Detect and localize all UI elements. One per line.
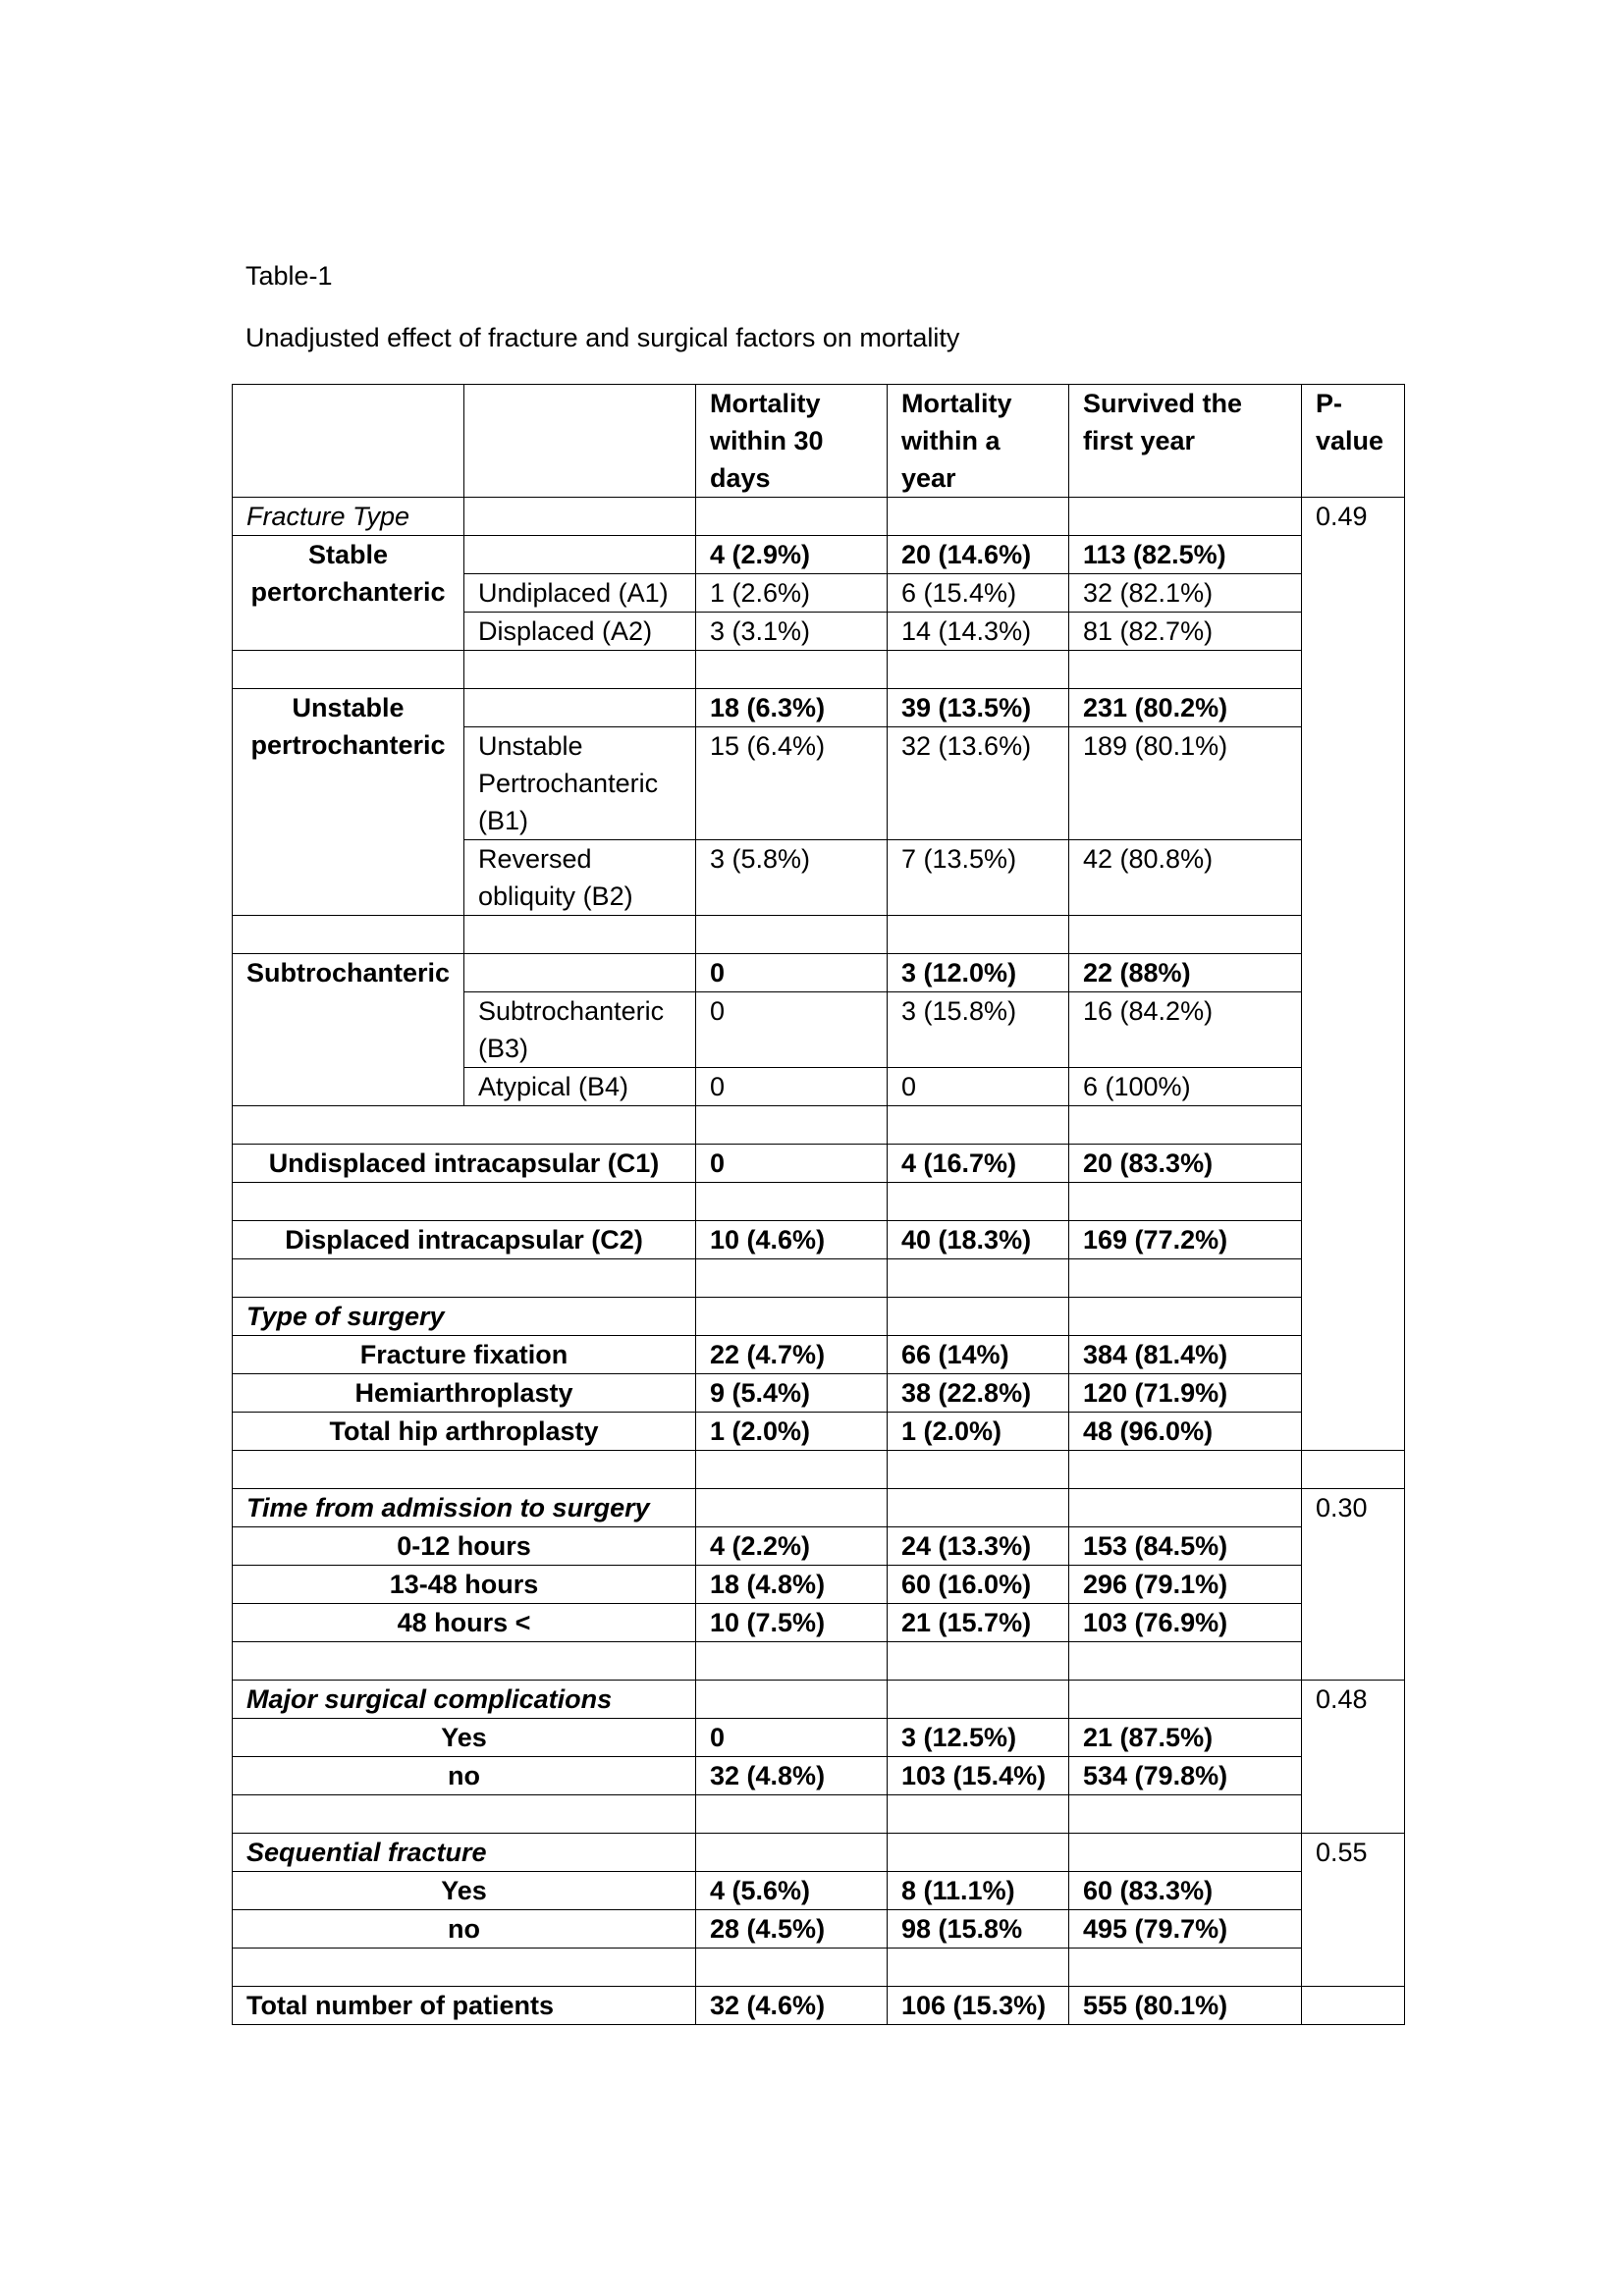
cell-value: 120 (71.9%) bbox=[1069, 1374, 1302, 1413]
cell-value: 81 (82.7%) bbox=[1069, 613, 1302, 651]
cell-value: 32 (4.8%) bbox=[696, 1757, 888, 1795]
cell-value: 0 bbox=[696, 992, 888, 1068]
cell-value: 106 (15.3%) bbox=[888, 1987, 1069, 2025]
cell-value: 40 (18.3%) bbox=[888, 1221, 1069, 1259]
table-row bbox=[233, 1374, 1405, 1413]
cell-value: 4 (2.9%) bbox=[696, 536, 888, 574]
cell-value: 39 (13.5%) bbox=[888, 689, 1069, 727]
cell-value: 15 (6.4%) bbox=[696, 727, 888, 840]
table-row bbox=[233, 1757, 1405, 1795]
cell-value: 10 (4.6%) bbox=[696, 1221, 888, 1259]
table-row bbox=[233, 1221, 1405, 1259]
section-title-sequential-fracture: Sequential fracture bbox=[233, 1834, 696, 1872]
cell-value: 3 (12.5%) bbox=[888, 1719, 1069, 1757]
cell-value: 28 (4.5%) bbox=[696, 1910, 888, 1949]
table-row bbox=[233, 1872, 1405, 1910]
spacer-row bbox=[233, 1183, 1405, 1221]
cell-value: 20 (83.3%) bbox=[1069, 1145, 1302, 1183]
spacer-row bbox=[233, 651, 1405, 689]
group-label-subtrochanteric: Subtrochanteric bbox=[233, 954, 464, 1106]
cell-value: 10 (7.5%) bbox=[696, 1604, 888, 1642]
cell-value: 8 (11.1%) bbox=[888, 1872, 1069, 1910]
cell-value: 103 (15.4%) bbox=[888, 1757, 1069, 1795]
p-value-time: 0.30 bbox=[1302, 1489, 1405, 1681]
total-row bbox=[233, 1987, 1405, 2025]
table-row bbox=[233, 1145, 1405, 1183]
cell-value: 296 (79.1%) bbox=[1069, 1566, 1302, 1604]
cell-value: 1 (2.0%) bbox=[888, 1413, 1069, 1451]
row-label: Atypical (B4) bbox=[464, 1068, 696, 1106]
cell-value: 60 (83.3%) bbox=[1069, 1872, 1302, 1910]
table-row bbox=[233, 1298, 1405, 1336]
row-label-c1: Undisplaced intracapsular (C1) bbox=[233, 1145, 696, 1183]
table-caption: Unadjusted effect of fracture and surgical factors on mortality bbox=[245, 323, 960, 352]
row-label: no bbox=[233, 1910, 696, 1949]
row-label-c2: Displaced intracapsular (C2) bbox=[233, 1221, 696, 1259]
cell-value: 20 (14.6%) bbox=[888, 536, 1069, 574]
table-row bbox=[233, 689, 1405, 727]
section-title-time-to-surgery: Time from admission to surgery bbox=[233, 1489, 696, 1527]
cell-value: 38 (22.8%) bbox=[888, 1374, 1069, 1413]
cell-value: 0 bbox=[696, 1719, 888, 1757]
row-label: Subtrochanteric (B3) bbox=[464, 992, 696, 1068]
cell-value: 18 (4.8%) bbox=[696, 1566, 888, 1604]
cell-value: 189 (80.1%) bbox=[1069, 727, 1302, 840]
row-label: no bbox=[233, 1757, 696, 1795]
spacer-row bbox=[233, 1949, 1405, 1987]
cell-value: 48 (96.0%) bbox=[1069, 1413, 1302, 1451]
cell-value: 169 (77.2%) bbox=[1069, 1221, 1302, 1259]
cell-value: 42 (80.8%) bbox=[1069, 840, 1302, 916]
cell-value: 3 (15.8%) bbox=[888, 992, 1069, 1068]
cell-value: 0 bbox=[696, 954, 888, 992]
table-row bbox=[233, 536, 1405, 574]
cell-value: 32 (4.6%) bbox=[696, 1987, 888, 2025]
spacer-row bbox=[233, 1642, 1405, 1681]
cell-value: 22 (88%) bbox=[1069, 954, 1302, 992]
spacer-row bbox=[233, 1106, 1405, 1145]
cell-value: 3 (12.0%) bbox=[888, 954, 1069, 992]
spacer-row bbox=[233, 1259, 1405, 1298]
cell-value: 18 (6.3%) bbox=[696, 689, 888, 727]
total-label: Total number of patients bbox=[233, 1987, 696, 2025]
cell-value: 1 (2.0%) bbox=[696, 1413, 888, 1451]
row-label: 0-12 hours bbox=[233, 1527, 696, 1566]
cell-value: 6 (15.4%) bbox=[888, 574, 1069, 613]
cell-value: 113 (82.5%) bbox=[1069, 536, 1302, 574]
header-p-value: P-value bbox=[1302, 385, 1405, 498]
table-row bbox=[233, 1719, 1405, 1757]
group-label-unstable: Unstable pertrochanteric bbox=[233, 689, 464, 916]
section-title-complications: Major surgical complications bbox=[233, 1681, 696, 1719]
row-label: Fracture fixation bbox=[233, 1336, 696, 1374]
cell-value: 66 (14%) bbox=[888, 1336, 1069, 1374]
cell-value: 495 (79.7%) bbox=[1069, 1910, 1302, 1949]
table-row bbox=[233, 1834, 1405, 1872]
cell-value: 231 (80.2%) bbox=[1069, 689, 1302, 727]
cell-value: 0 bbox=[696, 1145, 888, 1183]
row-label: 48 hours < bbox=[233, 1604, 696, 1642]
cell-value: 4 (16.7%) bbox=[888, 1145, 1069, 1183]
cell-value: 21 (87.5%) bbox=[1069, 1719, 1302, 1757]
row-label: Unstable Pertrochanteric (B1) bbox=[464, 727, 696, 840]
header-30-day-mortality: Mortality within 30 days bbox=[696, 385, 888, 498]
table-row bbox=[233, 1527, 1405, 1566]
spacer-row bbox=[233, 1795, 1405, 1834]
cell-value: 3 (5.8%) bbox=[696, 840, 888, 916]
header-1-year-mortality: Mortality within a year bbox=[888, 385, 1069, 498]
table-row bbox=[233, 1910, 1405, 1949]
table-row bbox=[233, 1681, 1405, 1719]
cell-value: 4 (5.6%) bbox=[696, 1872, 888, 1910]
row-label: Undiplaced (A1) bbox=[464, 574, 696, 613]
row-label: Yes bbox=[233, 1872, 696, 1910]
cell-value: 534 (79.8%) bbox=[1069, 1757, 1302, 1795]
cell-value: 4 (2.2%) bbox=[696, 1527, 888, 1566]
group-label-stable: Stable pertorchanteric bbox=[233, 536, 464, 651]
cell-value: 1 (2.6%) bbox=[696, 574, 888, 613]
cell-value: 24 (13.3%) bbox=[888, 1527, 1069, 1566]
cell-value: 153 (84.5%) bbox=[1069, 1527, 1302, 1566]
header-empty-cell bbox=[233, 385, 464, 498]
cell-value: 384 (81.4%) bbox=[1069, 1336, 1302, 1374]
cell-value: 14 (14.3%) bbox=[888, 613, 1069, 651]
table-row bbox=[233, 1489, 1405, 1527]
cell-value: 32 (13.6%) bbox=[888, 727, 1069, 840]
p-value-sequential: 0.55 bbox=[1302, 1834, 1405, 1987]
row-label: Displaced (A2) bbox=[464, 613, 696, 651]
row-label: Total hip arthroplasty bbox=[233, 1413, 696, 1451]
header-empty-cell bbox=[464, 385, 696, 498]
table-row bbox=[233, 1566, 1405, 1604]
cell-value: 103 (76.9%) bbox=[1069, 1604, 1302, 1642]
cell-value: 0 bbox=[696, 1068, 888, 1106]
cell-value: 22 (4.7%) bbox=[696, 1336, 888, 1374]
cell-value: 32 (82.1%) bbox=[1069, 574, 1302, 613]
cell-value: 7 (13.5%) bbox=[888, 840, 1069, 916]
cell-value: 16 (84.2%) bbox=[1069, 992, 1302, 1068]
section-title-fracture-type: Fracture Type bbox=[233, 498, 464, 536]
cell-value: 21 (15.7%) bbox=[888, 1604, 1069, 1642]
table-row bbox=[233, 1336, 1405, 1374]
row-label: Yes bbox=[233, 1719, 696, 1757]
cell-value: 6 (100%) bbox=[1069, 1068, 1302, 1106]
p-value-complications: 0.48 bbox=[1302, 1681, 1405, 1834]
cell-value: 3 (3.1%) bbox=[696, 613, 888, 651]
section-title-type-of-surgery: Type of surgery bbox=[233, 1298, 696, 1336]
table-row bbox=[233, 954, 1405, 992]
header-row bbox=[233, 385, 1405, 498]
cell-value: 9 (5.4%) bbox=[696, 1374, 888, 1413]
table-row bbox=[233, 1413, 1405, 1451]
header-survived: Survived the first year bbox=[1069, 385, 1302, 498]
table-label: Table-1 bbox=[245, 261, 333, 291]
p-value-fracture: 0.49 bbox=[1302, 498, 1405, 1451]
spacer-row bbox=[233, 1451, 1405, 1489]
cell-value: 98 (15.8% bbox=[888, 1910, 1069, 1949]
row-label: 13-48 hours bbox=[233, 1566, 696, 1604]
cell-value: 60 (16.0%) bbox=[888, 1566, 1069, 1604]
table-row bbox=[233, 498, 1405, 536]
table-row bbox=[233, 1604, 1405, 1642]
spacer-row bbox=[233, 916, 1405, 954]
mortality-table bbox=[232, 384, 1405, 2025]
cell-value: 555 (80.1%) bbox=[1069, 1987, 1302, 2025]
row-label: Reversed obliquity (B2) bbox=[464, 840, 696, 916]
row-label: Hemiarthroplasty bbox=[233, 1374, 696, 1413]
cell-value: 0 bbox=[888, 1068, 1069, 1106]
